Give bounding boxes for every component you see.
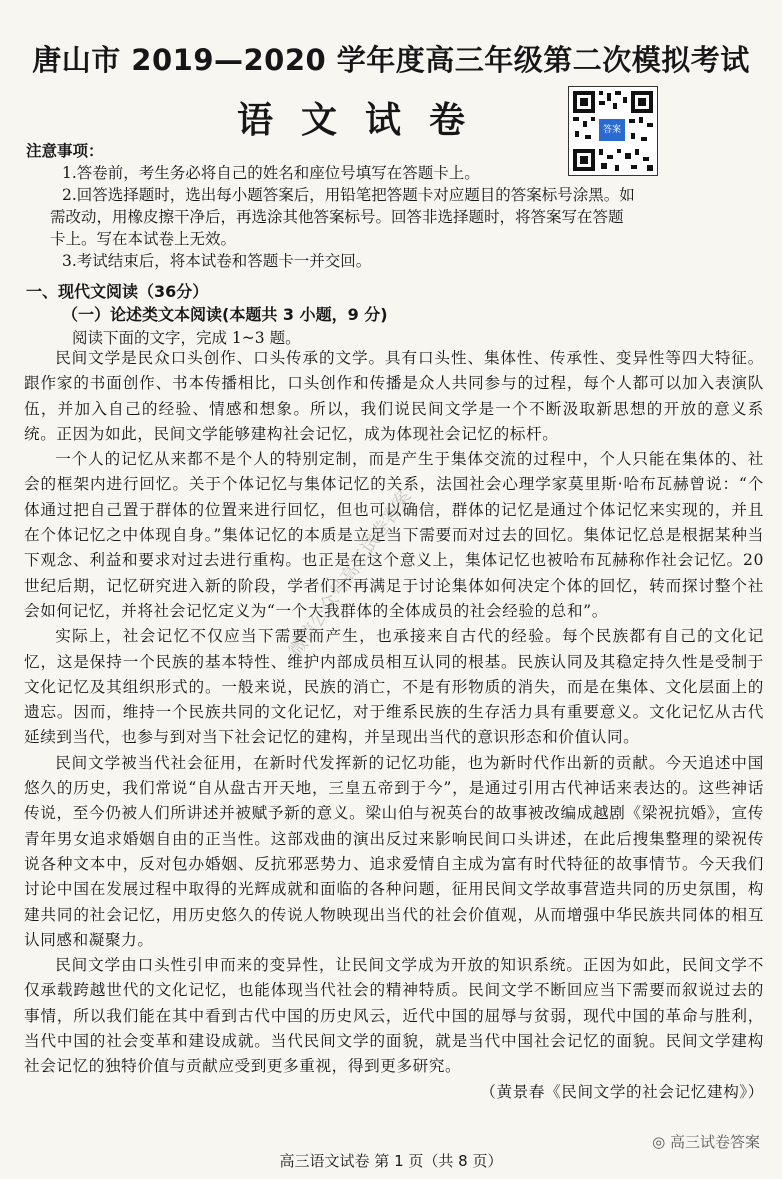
- note-item-2-line-1: 2.回答选择题时，选出每小题答案后，用铅笔把答题卡对应题目的答案标号涂黑。如: [62, 186, 635, 204]
- subject-title: 语文试卷: [236, 100, 493, 141]
- passage-source: （黄景春《民间文学的社会记忆建构》）: [480, 1082, 764, 1101]
- page-footer: 高三语文试卷 第 1 页（共 8 页）: [279, 1152, 503, 1170]
- note-item-1: 1.答卷前，考生务必将自己的姓名和座位号填写在答题卡上。: [62, 164, 480, 182]
- passage-paragraph-3: 实际上，社会记忆不仅应当下需要而产生，也承接来自古代的经验。每个民族都有自己的文化记忆，这是保持一个民族的基本特性、维护内部成员相互认同的根基。民族认同及其稳定持久性是受制于文化记忆及其组织形式的。一般来说，民族的消亡，不是有形物质的消失，而是在集体、文化层面上的遗忘。因而，维持一个民族共同的文化记忆，对于维系民族的生存活力具有重要意义。文化记忆从古代延续到当代，也参与到对当下社会记忆的建构，并呈现出当代的意识形态和价值认同。: [24, 627, 764, 747]
- passage-paragraph-4: 民间文学被当代社会征用，在新时代发挥新的记忆功能，也为新时代作出新的贡献。今天追述中国悠久的历史，我们常说“自从盘古开天地，三皇五帝到于今”，是通过引用古代神话来表达的。这些神话传说，至今仍被人们所讲述并被赋予新的意义。梁山伯与祝英台的故事被改编成越剧《梁祝抗婚》，宣传青年男女追求婚姻自由的正当性。这部戏曲的演出反过来影响民间口头讲述，在此后搜集整理的梁祝传说各种文本中，反对包办婚姻、反抗邪恶势力、追求爱情自主成为富有时代特征的故事情节。今天我们讨论中国在发展过程中取得的光辉成就和面临的各种问题，征用民间文学故事营造共同的历史氛围，构建共同的社会记忆，用历史悠久的传说人物映现出当代的社会价值观，从而增强中华民族共同体的相互认同感和凝聚力。: [24, 753, 764, 949]
- note-item-2-line-3: 卡上。写在本试卷上无效。: [50, 230, 237, 248]
- exam-notes: [26, 140, 766, 272]
- reading-passage: [24, 346, 764, 1105]
- qr-badge: 答案: [599, 119, 625, 141]
- reading-instruction: 阅读下面的文字，完成 1~3 题。: [72, 329, 301, 347]
- subsection-heading: （一）论述类文本阅读(本题共 3 小题，9 分): [62, 305, 388, 324]
- notes-heading: 注意事项：: [26, 142, 104, 160]
- section-heading: 一、现代文阅读（36分）: [26, 282, 209, 301]
- wechat-icon: ◎: [652, 1133, 670, 1151]
- diagonal-watermark: 微信公众号高三试卷答案: [284, 486, 416, 661]
- exam-title: 唐山市 2019—2020 学年度高三年级第二次模拟考试: [32, 43, 750, 77]
- passage-paragraph-1: 民间文学是民众口头创作、口头传承的文学。具有口头性、集体性、传承性、变异性等四大特征。跟作家的书面创作、书本传播相比，口头创作和传播是众人共同参与的过程，每个人都可以加入表演队伍，并加入自己的经验、情感和想象。所以，我们说民间文学是一个不断汲取新思想的开放的意义系统。正因为如此，民间文学能够建构社会记忆，成为体现社会记忆的标杆。: [24, 349, 764, 443]
- note-item-3: 3.考试结束后，将本试卷和答题卡一并交回。: [62, 252, 372, 270]
- passage-paragraph-2: 一个人的记忆从来都不是个人的特别定制，而是产生于集体交流的过程中，个人只能在集体的、社会的框架内进行回忆。关于个体记忆与集体记忆的关系，法国社会心理学家莫里斯·哈布瓦赫曾说：“个体通过把自己置于群体的位置来进行回忆，但也可以确信，群体的记忆是通过个体记忆来实现的，并且在个体记忆之中体现自身。”集体记忆的本质是立足当下需要而对过去的回忆。集体记忆总是根据某种当下观念、利益和要求对过去进行重构。也正是在这个意义上，集体记忆也被哈布瓦赫称作社会记忆。20世纪后期，记忆研究进入新的阶段，学者们不再满足于讨论集体如何决定个体的回忆，转而探讨整个社会如何记忆，并将社会记忆定义为“一个大我群体的全体成员的社会经验的总和”。: [24, 450, 764, 620]
- passage-paragraph-5: 民间文学由口头性引申而来的变异性，让民间文学成为开放的知识系统。正因为如此，民间文学不仅承载跨越世代的文化记忆，也能体现当代社会的精神特质。民间文学不断回应当下需要而叙说过去的事情，所以我们能在其中看到古代中国的历史风云，近代中国的屈辱与贫弱，现代中国的革命与胜利，当代中国的社会变革和建设成就。当代民间文学的面貌，就是当代中国社会记忆的面貌。民间文学建构社会记忆的独特价值与贡献应受到更多重视，得到更多研究。: [24, 956, 764, 1076]
- corner-watermark-text: 高三试卷答案: [669, 1133, 760, 1151]
- corner-watermark: [652, 1131, 760, 1152]
- note-item-2-line-2: 需改动，用橡皮擦干净后，再选涂其他答案标号。回答非选择题时，将答案写在答题: [50, 208, 624, 226]
